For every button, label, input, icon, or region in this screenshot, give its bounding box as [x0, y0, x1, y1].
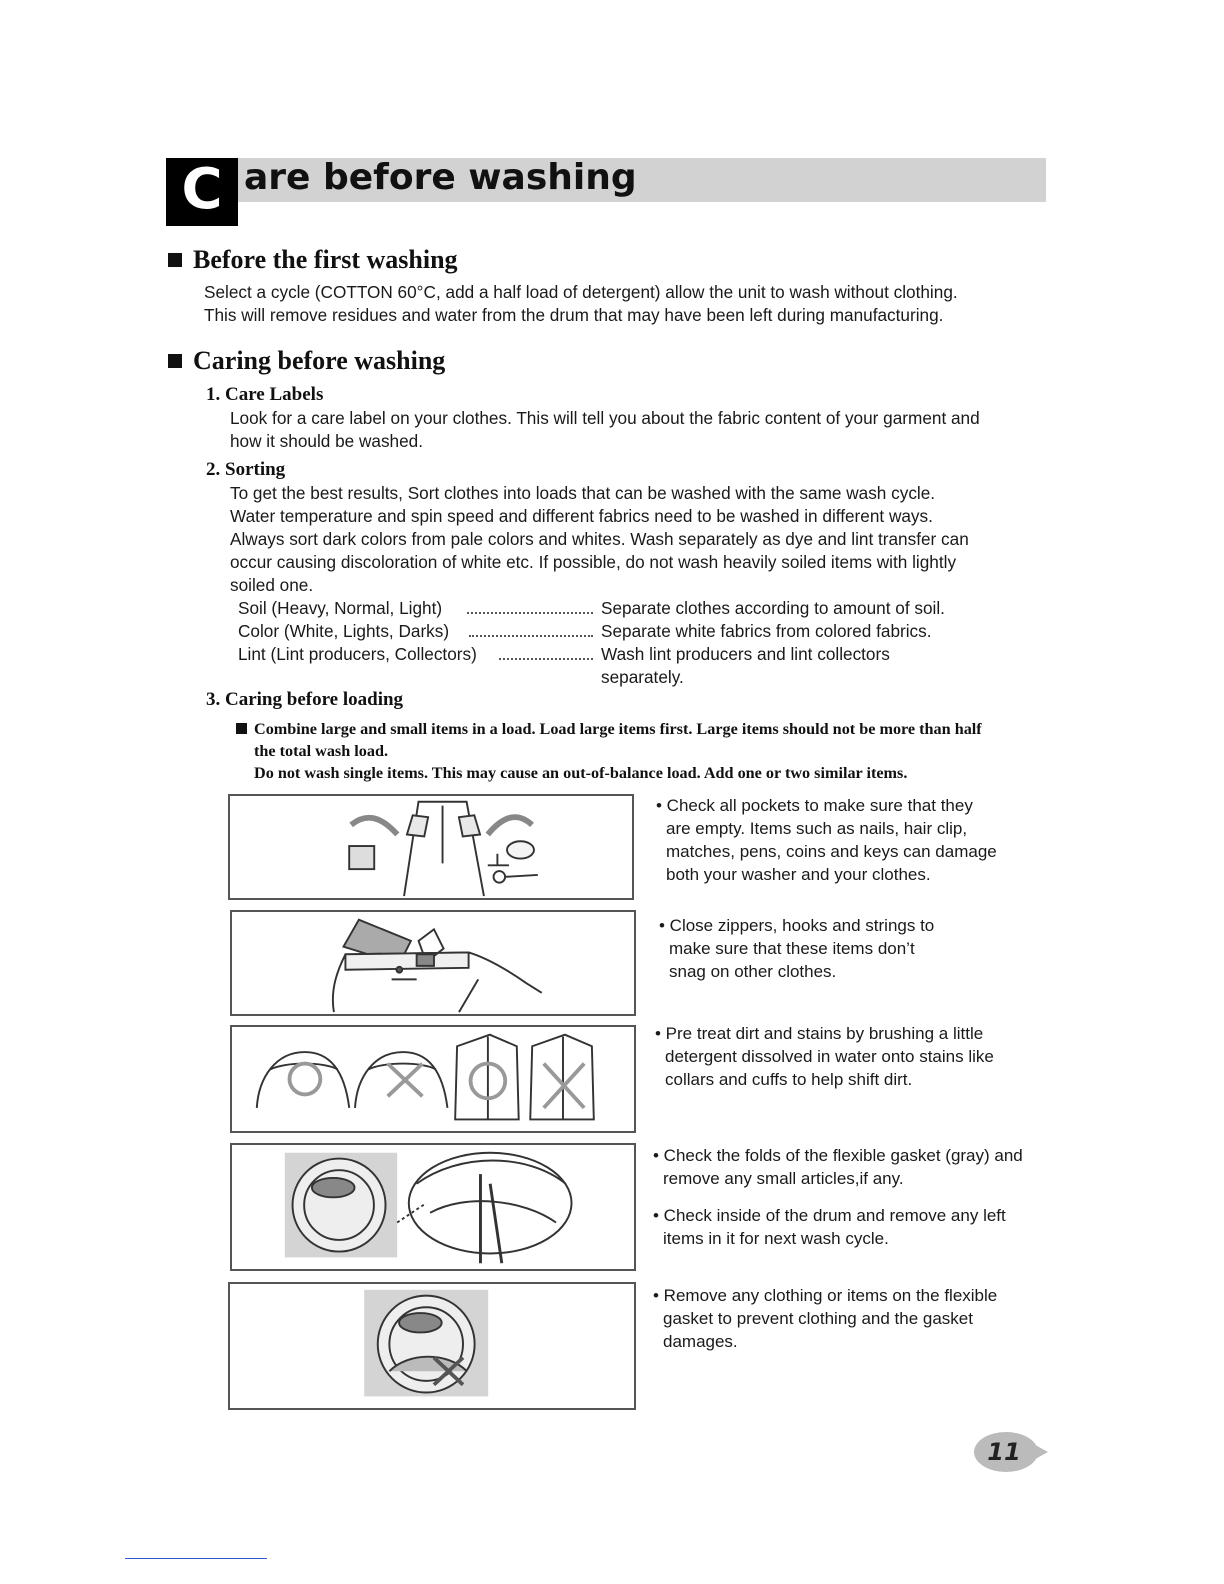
instruction-line: matches, pens, coins and keys can damage	[666, 842, 997, 861]
paragraph-line: This will remove residues and water from the drum that may have been left during manufacturing.	[204, 305, 944, 325]
dotted-leader	[469, 635, 593, 637]
square-bullet-icon	[168, 354, 182, 368]
instruction-line: make sure that these items don’t	[669, 939, 915, 958]
dotted-leader	[499, 658, 593, 660]
paragraph-line: Water temperature and spin speed and different fabrics need to be washed in different ways.	[230, 506, 933, 526]
subheading-caring-before-loading: 3. Caring before loading	[206, 689, 404, 710]
instruction-line: collars and cuffs to help shift dirt.	[665, 1070, 913, 1089]
heading-before-first-washing: Before the first washing	[193, 245, 458, 274]
sorting-label: Color (White, Lights, Darks)	[238, 621, 450, 641]
paragraph-line: Look for a care label on your clothes. This will tell you about the fabric content of your garment and	[230, 408, 980, 428]
banner-initial-letter: C	[181, 157, 223, 222]
dotted-leader	[467, 612, 593, 614]
subheading-sorting: 2. Sorting	[206, 459, 286, 480]
paragraph-line: how it should be washed.	[230, 431, 424, 451]
instruction-line: snag on other clothes.	[669, 962, 837, 981]
illustration-check-gasket	[230, 1143, 636, 1271]
sorting-desc: Separate white fabrics from colored fabrics.	[601, 621, 932, 641]
paragraph-line: soiled one.	[230, 575, 314, 595]
subheading-care-labels: 1. Care Labels	[206, 384, 324, 405]
detergent-bottle-garment-icon	[232, 912, 634, 1014]
instruction-line: detergent dissolved in water onto stains like	[665, 1047, 994, 1066]
instruction-line: gasket to prevent clothing and the gasket	[663, 1309, 973, 1328]
paragraph-line: Always sort dark colors from pale colors and whites. Wash separately as dye and lint transfer can	[230, 529, 969, 549]
sorting-desc-continued: separately.	[601, 667, 684, 687]
drum-gasket-icon	[232, 1145, 634, 1269]
instruction-line: • Check the folds of the flexible gasket (gray) and	[653, 1146, 1023, 1165]
loading-note-line: the total wash load.	[254, 742, 389, 760]
instruction-line: • Check inside of the drum and remove any left	[653, 1206, 1006, 1225]
sorting-label: Soil (Heavy, Normal, Light)	[238, 598, 443, 618]
instruction-line: damages.	[663, 1332, 738, 1351]
loading-note-line: Do not wash single items. This may cause an out-of-balance load. Add one or two similar items.	[254, 764, 908, 782]
loading-note-line: Combine large and small items in a load. Load large items first. Large items should not be more than half	[254, 720, 982, 738]
heading-caring-before-washing: Caring before washing	[193, 346, 446, 375]
sorting-desc: Separate clothes according to amount of soil.	[601, 598, 945, 618]
instruction-line: remove any small articles,if any.	[663, 1169, 904, 1188]
page-title: are before washing	[244, 157, 637, 198]
instruction-line: • Close zippers, hooks and strings to	[659, 916, 935, 935]
illustration-close-zippers	[230, 910, 636, 1016]
instruction-line: • Check all pockets to make sure that they	[656, 796, 973, 815]
collars-cuffs-icon	[232, 1027, 634, 1131]
instruction-line: items in it for next wash cycle.	[663, 1229, 889, 1248]
illustration-pretreat-stains	[230, 1025, 636, 1133]
page-number: 11	[987, 1438, 1021, 1466]
instruction-line: both your washer and your clothes.	[666, 865, 931, 884]
instruction-line: are empty. Items such as nails, hair clip,	[666, 819, 968, 838]
paragraph-line: Select a cycle (COTTON 60°C, add a half load of detergent) allow the unit to wash without clothing.	[204, 282, 958, 302]
square-bullet-icon	[168, 253, 182, 267]
drum-clothing-icon	[230, 1284, 634, 1408]
paragraph-line: occur causing discoloration of white etc. If possible, do not wash heavily soiled items with lightly	[230, 552, 957, 572]
instruction-line: • Remove any clothing or items on the flexible	[653, 1286, 998, 1305]
illustration-check-pockets	[228, 794, 634, 900]
paragraph-line: To get the best results, Sort clothes into loads that can be washed with the same wash cycle.	[230, 483, 936, 503]
sorting-label: Lint (Lint producers, Collectors)	[238, 644, 477, 664]
footer-rule	[125, 1558, 267, 1559]
square-bullet-icon	[236, 723, 247, 734]
illustration-remove-clothing	[228, 1282, 636, 1410]
instruction-line: • Pre treat dirt and stains by brushing a little	[655, 1024, 984, 1043]
sorting-desc: Wash lint producers and lint collectors	[601, 644, 890, 664]
pants-pockets-icon	[230, 796, 632, 898]
